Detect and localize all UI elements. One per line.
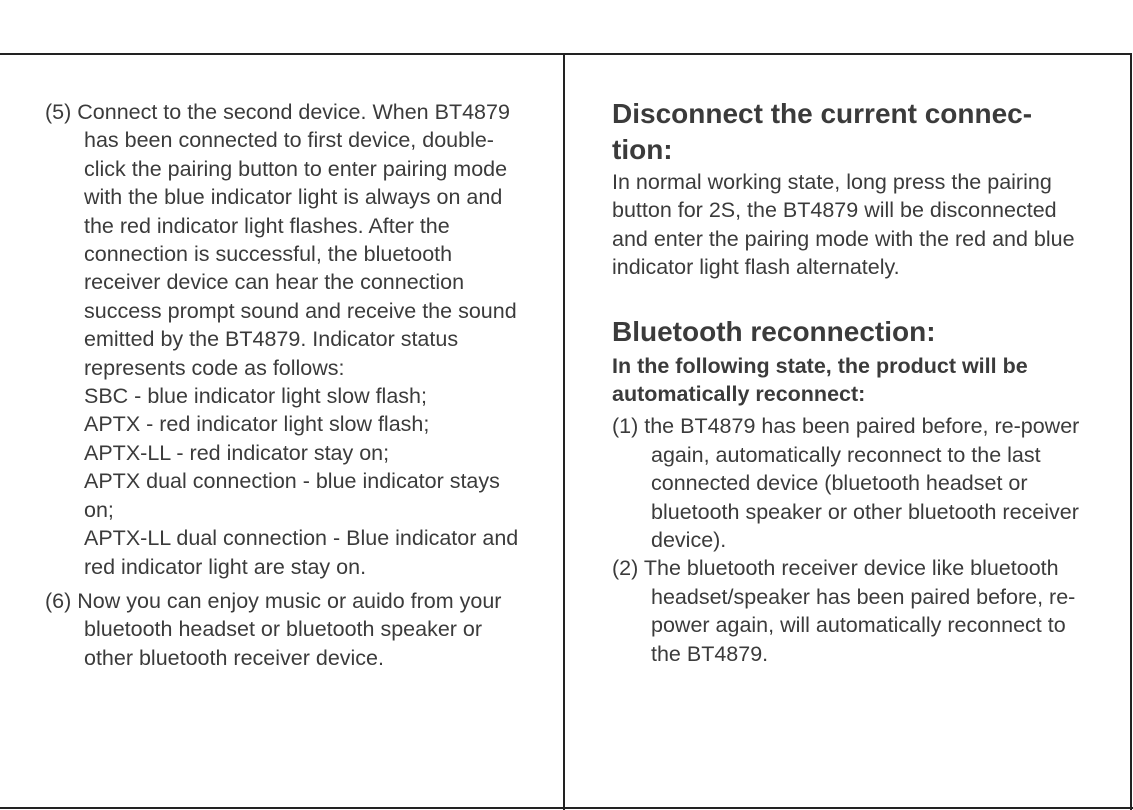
reconnect-step-1: (1) the BT4879 has been paired before, re-power again, automatically reconnect to the last connected device (bluetooth headset or bluetooth speaker or other bluetooth receiver device). bbox=[612, 414, 1080, 553]
indicator-code-aptx-ll-dual: APTX-LL dual connection - Blue indicator and red indicator light are stay on. bbox=[84, 526, 519, 579]
right-column bbox=[612, 96, 1092, 668]
left-column bbox=[45, 98, 525, 672]
reconnect-heading: Bluetooth reconnection: bbox=[612, 315, 936, 347]
reconnect-intro: In the following state, the product will be automatically reconnect: bbox=[612, 353, 1028, 407]
indicator-code-list bbox=[84, 382, 525, 581]
reconnect-step-2: (2) The bluetooth receiver device like bluetooth headset/speaker has been paired before, re-power again, will automatically reconnect to the BT4879. bbox=[612, 556, 1076, 666]
section-gap bbox=[612, 282, 1092, 314]
indicator-code-aptx-ll: APTX-LL - red indicator stay on; bbox=[84, 440, 390, 465]
column-divider bbox=[563, 53, 565, 810]
page-bottom-border bbox=[0, 807, 1133, 809]
indicator-code-sbc: SBC - blue indicator light slow flash; bbox=[84, 384, 427, 409]
step-6: (6) Now you can enjoy music or auido from your bluetooth headset or bluetooth speaker or other bluetooth receiver device. bbox=[45, 588, 502, 670]
page-top-border bbox=[0, 53, 1131, 55]
indicator-code-aptx: APTX - red indicator light slow flash; bbox=[84, 412, 430, 437]
page-right-border bbox=[1130, 53, 1132, 810]
disconnect-body: In normal working state, long press the pairing button for 2S, the BT4879 will be disconnected and enter the pairing mode with the red and blue indicator light flash alternately. bbox=[612, 170, 1075, 280]
disconnect-heading: Disconnect the current connec-tion: bbox=[612, 98, 1033, 165]
indicator-code-aptx-dual: APTX dual connection - blue indicator stays on; bbox=[84, 469, 500, 522]
step-5-text: (5) Connect to the second device. When BT4879 has been connected to first device, double-click the pairing button to enter pairing mode with the blue indicator light is always on and the red indicator light flashes. After the connection is successful, the bluetooth receiver device can hear the connection success prompt sound and receive the sound emitted by the BT4879. Indicator status represents code as follows: bbox=[45, 100, 517, 380]
step-5 bbox=[45, 98, 525, 581]
